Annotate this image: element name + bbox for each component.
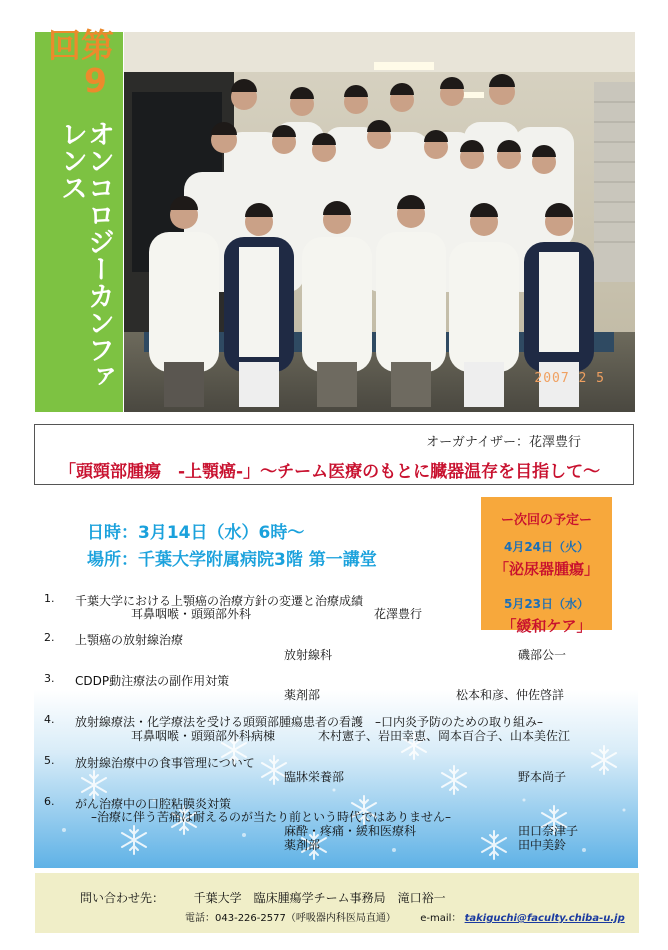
group-photo: [124, 32, 635, 412]
contact-organization: 千葉大学 臨床腫瘍学チーム事務局 滝口裕一: [193, 891, 446, 905]
agenda-dept: 臨牀栄養部: [284, 770, 345, 784]
conference-title: [43, 28, 115, 412]
contact-details-line: [185, 909, 625, 924]
contact-email-label: e-mail：: [420, 913, 462, 924]
group-photo-illustration: [124, 32, 635, 412]
topic-title: 「頭頸部腫瘍 -上顎癌-」～チーム医療のもとに臓器温存を目指して～: [59, 462, 601, 482]
next-schedule-heading: ー次回の予定ー: [500, 513, 592, 528]
contact-footer: [35, 873, 639, 933]
event-place: 場所：千葉大学附属病院3階 第一講堂: [87, 550, 377, 570]
agenda-dept: 耳鼻咽喉・頭頸部外科病棟: [131, 729, 276, 743]
contact-email-link[interactable]: takiguchi@faculty.chiba-u.jp: [464, 913, 625, 924]
agenda-subtitle: –治療に伴う苦痛は耐えるのが当たり前という時代ではありません–: [91, 810, 452, 824]
conference-name: オンコロジーカンファレンス: [56, 119, 114, 390]
agenda-speaker: 磯部公一: [518, 648, 567, 662]
agenda-number: 5.: [44, 754, 55, 767]
agenda-dept: 放射線科: [284, 648, 333, 662]
agenda-dept: 薬剤部: [284, 688, 321, 702]
agenda-number: 2.: [44, 631, 55, 644]
agenda-number: 6.: [44, 795, 55, 808]
event-datetime: 日時：3月14日（水）6時～: [87, 523, 305, 543]
agenda-title: 千葉大学における上顎癌の治療方針の変遷と治療成績: [75, 594, 364, 608]
agenda-speaker: 野本尚子: [518, 770, 567, 784]
agenda-speaker: 木村憲子、岩田幸恵、岡本百合子、山本美佐江: [318, 729, 571, 743]
agenda-number: 3.: [44, 672, 55, 685]
agenda-speaker: 田口奈津子: [518, 824, 579, 838]
contact-line: [80, 889, 446, 906]
agenda-title: がん治療中の口腔粘膜炎対策: [75, 797, 232, 811]
next-date-2: 5月23日（水）: [503, 597, 590, 611]
agenda-title: CDDP動注療法の副作用対策: [75, 674, 230, 688]
organizer: オーガナイザー：花澤豊行: [426, 435, 581, 450]
agenda-title: 放射線治療中の食事管理について: [75, 756, 255, 770]
conference-number: 第9回: [43, 28, 115, 100]
contact-phone: 電話：043-226-2577（呼吸器内科医局直通）: [185, 913, 396, 924]
next-topic-1: 「泌尿器腫瘍」: [493, 560, 599, 578]
next-schedule-box: [481, 497, 612, 635]
topic-box: [34, 424, 634, 485]
agenda-dept: 麻酔・疼痛・緩和医療科: [284, 824, 417, 838]
next-topic-2: 「緩和ケア」: [501, 617, 592, 635]
agenda-title: 放射線療法・化学療法を受ける頭頸部腫瘍患者の看護 –口内炎予防のための取り組み–: [75, 715, 544, 729]
title-band: [35, 28, 123, 412]
contact-label: 問い合わせ先：: [80, 891, 165, 905]
agenda-number: 1.: [44, 592, 55, 605]
photo-date-stamp: 2007 2 5: [534, 371, 605, 386]
agenda-number: 4.: [44, 713, 55, 726]
agenda-speaker: 松本和彦、仲佐啓詳: [456, 688, 565, 702]
next-date-1: 4月24日（火）: [503, 540, 590, 554]
agenda-dept: 耳鼻咽喉・頭頸部外科: [131, 607, 252, 621]
agenda-speaker: 花澤豊行: [374, 607, 423, 621]
agenda-title: 上顎癌の放射線治療: [75, 633, 184, 647]
agenda-speaker: 田中美鈴: [518, 838, 567, 852]
agenda-dept: 薬剤部: [284, 838, 321, 852]
